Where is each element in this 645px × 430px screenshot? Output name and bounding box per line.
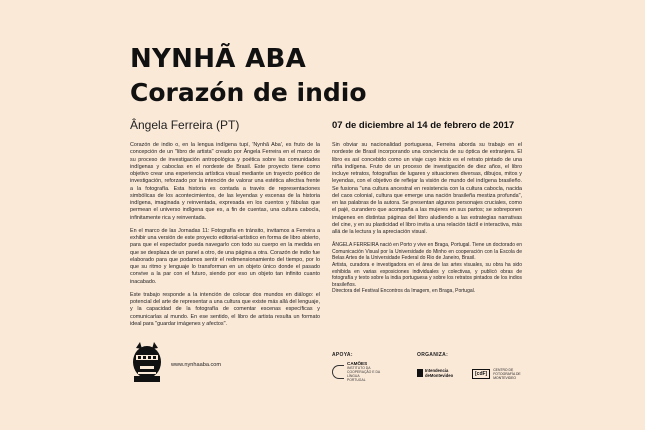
left-paragraph: Este trabajo responde a la intención de colocar dos mundos en diálogo: el potencial del arte de representar a una cultura que existe más allá del lenguaje, y la capacidad de la fotografía de comentar escenas específicas y comunicarlas al mundo. En ese sentido, el libro de artista resulta un formato ideal para "guardar imágenes y afectos". <box>130 291 320 327</box>
website-link[interactable]: www.nynhaaba.com <box>171 362 222 368</box>
cdf-mark: [cdF] <box>472 369 490 379</box>
left-paragraph: En el marco de las Jornadas 11: Fotografía en tránsito, invitamos a Ferreira a exhibir una versión de este proyecto editorial-artístico en forma de libro abierto, para que el espectador pueda navegarlo con todo su cuerpo en la medida en que se desplaza de un panel a otro, de una página a otra. Corazón de indio fue elaborado para que podamos sentir el redimensionamiento del tiempo, por lo que su ritmo y lenguaje lo transforman en un objeto único donde el pasado convive a la par con el futuro, siendo por eso un objeto tan infinito cuanto inacabado. <box>130 227 320 285</box>
cdf-text: CENTRO DE FOTOGRAFÍA DE MONTEVIDEO <box>493 368 521 380</box>
artist-bio <box>332 242 522 295</box>
left-paragraph: Corazón de indio o, en la lengua indígena tupí, 'Nynhã Aba', es fruto de la concepción de un "libro de artista" creado por Ângela Ferreira en el marco de su proceso de investigación antropológica y poética sobre las comunidades indígenas y caboclas en el nordeste de Brasil. Este proyecto tiene como objetivo crear una experiencia artística visual mediante un trayecto poético de investigación, reforzado por la intención de valorar una estética afectiva frente a la fotografía. Esta historia es contada a través de representaciones simbólicas de los acontecimientos, de las leyendas y escenas de la historia indígena, imaginada y reinventada, expresada en los cuentos y fábulas que permean el universo indígena que es, a fin de cuentas, una cultura cabocla, infinitamente rica y reinventada. <box>130 142 320 221</box>
exhibition-subtitle: Corazón de indio <box>130 78 367 107</box>
artist-name: Ângela Ferreira (PT) <box>130 118 240 132</box>
indigenous-face-icon <box>130 342 164 382</box>
bio-paragraph: Artista, curadora e investigadora en el área de las artes visuales, su obra ha sido exhibida en varias exposiciones individuales y colectivas, y publicó obras de fotografía y texto sobre la india portuguesa y sobre los retratos pintados de los indios brasileños. <box>332 262 522 288</box>
organizers-label: ORGANIZA: <box>417 352 449 358</box>
intendencia-line1: Intendencia <box>425 368 449 373</box>
exhibition-dates: 07 de diciembre al 14 de febrero de 2017 <box>332 120 515 131</box>
camoes-country: PORTUGAL <box>347 378 366 382</box>
cdf-logo <box>472 368 521 380</box>
camoes-subtitle: INSTITUTO DA COOPERAÇÃO E DA LÍNGUA <box>347 366 380 378</box>
bio-paragraph: Directora del Festival Encontros da Imagem, en Braga, Portugal. <box>332 288 476 295</box>
description-right-column <box>332 142 522 301</box>
camoes-name: CAMÕES <box>347 361 368 366</box>
intendencia-logo <box>417 368 453 378</box>
intendencia-line2: deMontevideo <box>425 373 454 378</box>
camoes-logo <box>332 362 391 382</box>
nynha-aba-logo <box>130 342 164 382</box>
exhibition-title: NYNHÃ ABA <box>130 44 307 74</box>
right-paragraph: Sin obviar su nacionalidad portuguesa, Ferreira aborda su trabajo en el nordeste de Brasil incorporando una conciencia de su óptica de extranjera. El libro es así concebido como un viaje cuyo inicio es el retrato pintado de una niña indígena. Fruto de un proceso de investigación de diez años, el libro incluye retratos, fotografías de lugares y situaciones diversas, dibujos, mitos y leyendas, con el objetivo de reflejar la visión de mundo del indígena brasileño. Se fusiona "una cultura ancestral en resistencia con la cultura cabocla, nacida del caos colonial, cultura que emerge una nación brasileña mestiza profunda", en las palabras de la autora. Se presentan algunos personajes cruciales, como el pajé, curandero que acompaña a las mujeres en sus partos; se sobreponen imágenes en distintas páginas del libro aludiendo a las estrategias narrativas del cine, y en su plasticidad el libro invita a una relación táctil e interactiva, más allá de la lectura y la apreciación visual. <box>332 142 522 235</box>
camoes-mark-icon <box>332 365 344 379</box>
bio-paragraph: ÂNGELA FERREIRA nació en Porto y vive en Braga, Portugal. Tiene un doctorado en Comunicación Visual por la Universidade do Minho en cooperación con la Escola de Belas Artes de la Universidade Federal do Rio de Janeiro, Brasil. <box>332 242 522 262</box>
supporters-label: APOYA: <box>332 352 353 358</box>
intendencia-mark-icon <box>417 369 423 377</box>
description-left-column <box>130 142 320 334</box>
